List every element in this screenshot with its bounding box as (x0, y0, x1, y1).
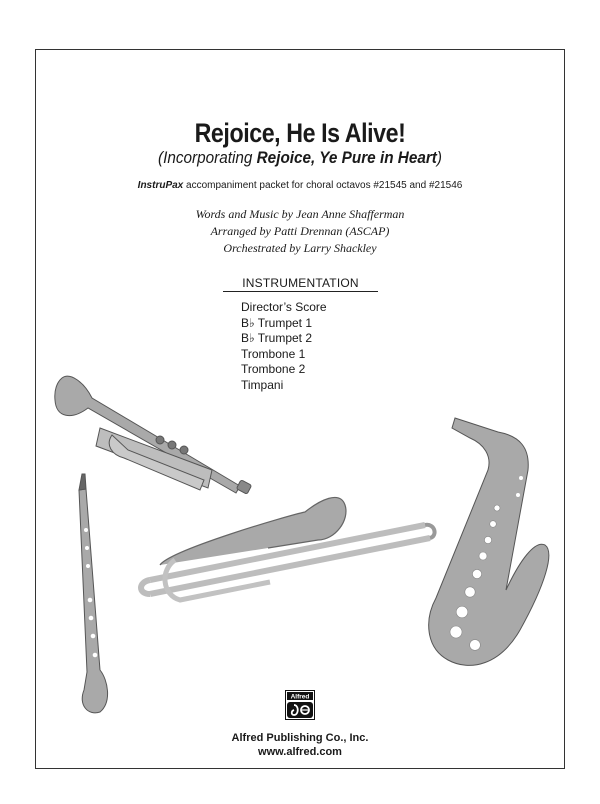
alfred-logo (285, 690, 315, 720)
instrument-item: Director’s Score (241, 300, 327, 314)
publisher-url[interactable]: www.alfred.com (258, 746, 342, 758)
svg-text:Alfred: Alfred (290, 693, 310, 701)
instrument-item: B♭ Trumpet 2 (241, 331, 313, 345)
trombone-icon (141, 497, 435, 600)
instrument-item: B♭ Trumpet 1 (241, 315, 313, 330)
publisher-block (0, 731, 600, 759)
instrument-item: Trombone 1 (241, 346, 306, 361)
page-title: Rejoice, He Is Alive! (194, 118, 406, 148)
packet-description: InstruPax accompaniment packet for choral octavos #21545 and #21546 (137, 180, 463, 191)
publisher-name: Alfred Publishing Co., Inc. (231, 732, 369, 744)
credit-arranger: Arranged by Patti Drennan (ASCAP) (210, 224, 390, 238)
subtitle: (Incorporating Rejoice, Ye Pure in Heart) (157, 148, 443, 167)
instrupax-brand: InstruPax (137, 180, 184, 191)
instrumentation-heading: INSTRUMENTATION (242, 276, 359, 290)
clarinet-icon (79, 474, 108, 713)
instrument-item: Timpani (241, 377, 284, 392)
credit-orchestrator: Orchestrated by Larry Shackley (223, 241, 377, 255)
credit-words-music: Words and Music by Jean Anne Shafferman (195, 207, 405, 221)
instrument-item: Trombone 2 (241, 362, 306, 376)
alfred-music-logo-icon (285, 690, 315, 720)
saxophone-icon (429, 418, 549, 665)
